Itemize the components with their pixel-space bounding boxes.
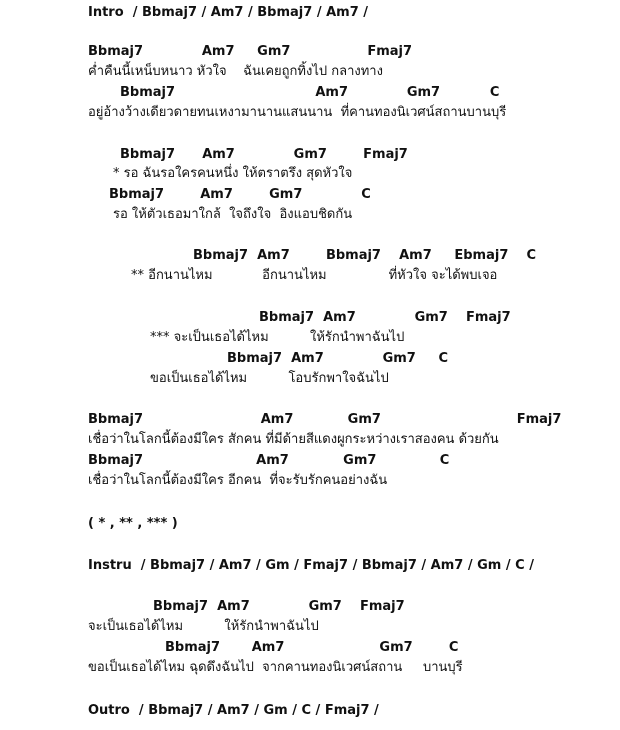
lyric-line: เชื่อว่าในโลกนี้ต้องมีใคร สักคน ที่มีด้ายสีแดงผูกระหว่างเราสองคน ด้วยกัน (88, 432, 499, 447)
chord-line: Bbmaj7 Am7 Gm7 C (165, 640, 459, 655)
lyric-line: ** อีกนานไหม อีกนานไหม ที่หัวใจ จะได้พบเจอ (131, 268, 498, 283)
chord-line: Bbmaj7 Am7 Gm7 Fmaj7 (153, 599, 405, 614)
chord-line: Bbmaj7 Am7 Gm7 Fmaj7 (120, 147, 408, 162)
chord-line: Bbmaj7 Am7 Gm7 C (120, 85, 500, 100)
chord-line: Bbmaj7 Am7 Gm7 C (227, 351, 449, 366)
lyric-line: ค่ำคืนนี้เหน็บหนาว หัวใจ ฉันเคยถูกทิ้งไป กลางทาง (88, 64, 383, 79)
chord-line: Bbmaj7 Am7 Gm7 Fmaj7 (259, 310, 511, 325)
repeat-marker: ( * , ** , *** ) (88, 516, 178, 531)
instru-line: Instru / Bbmaj7 / Am7 / Gm / Fmaj7 / Bbmaj7 / Am7 / Gm / C / (88, 558, 534, 573)
chord-line: Bbmaj7 Am7 Gm7 Fmaj7 (88, 44, 413, 59)
lyric-line: *** จะเป็นเธอได้ไหม ให้รักนำพาฉันไป (150, 330, 405, 345)
lyric-line: อยู่อ้างว้างเดียวดายทนเหงามานานแสนนาน ที่คานทองนิเวศน์สถานบานบุรี (88, 105, 507, 120)
chord-line: Bbmaj7 Am7 Gm7 C (88, 453, 450, 468)
intro-line: Intro / Bbmaj7 / Am7 / Bbmaj7 / Am7 / (88, 5, 369, 20)
chord-line: Bbmaj7 Am7 Bbmaj7 Am7 Ebmaj7 C (193, 248, 537, 263)
lyric-line: เชื่อว่าในโลกนี้ต้องมีใคร อีกคน ที่จะรับรักคนอย่างฉัน (88, 473, 388, 488)
chord-line: Bbmaj7 Am7 Gm7 C (109, 187, 371, 202)
lyric-line: * รอ ฉันรอใครคนหนึ่ง ให้ตราตรึง สุดหัวใจ (113, 166, 353, 181)
lyric-line: ขอเป็นเธอได้ไหม ฉุดดึงฉันไป จากคานทองนิเวศน์สถาน บานบุรี (88, 660, 463, 675)
lyric-line: จะเป็นเธอได้ไหม ให้รักนำพาฉันไป (88, 619, 319, 634)
outro-line: Outro / Bbmaj7 / Am7 / Gm / C / Fmaj7 / (88, 703, 379, 718)
lyric-line: ขอเป็นเธอได้ไหม โอบรักพาใจฉันไป (150, 371, 389, 386)
lyric-line: รอ ให้ตัวเธอมาใกล้ ใจถึงใจ อิงแอบชิดกัน (113, 207, 353, 222)
chord-line: Bbmaj7 Am7 Gm7 Fmaj7 (88, 412, 562, 427)
